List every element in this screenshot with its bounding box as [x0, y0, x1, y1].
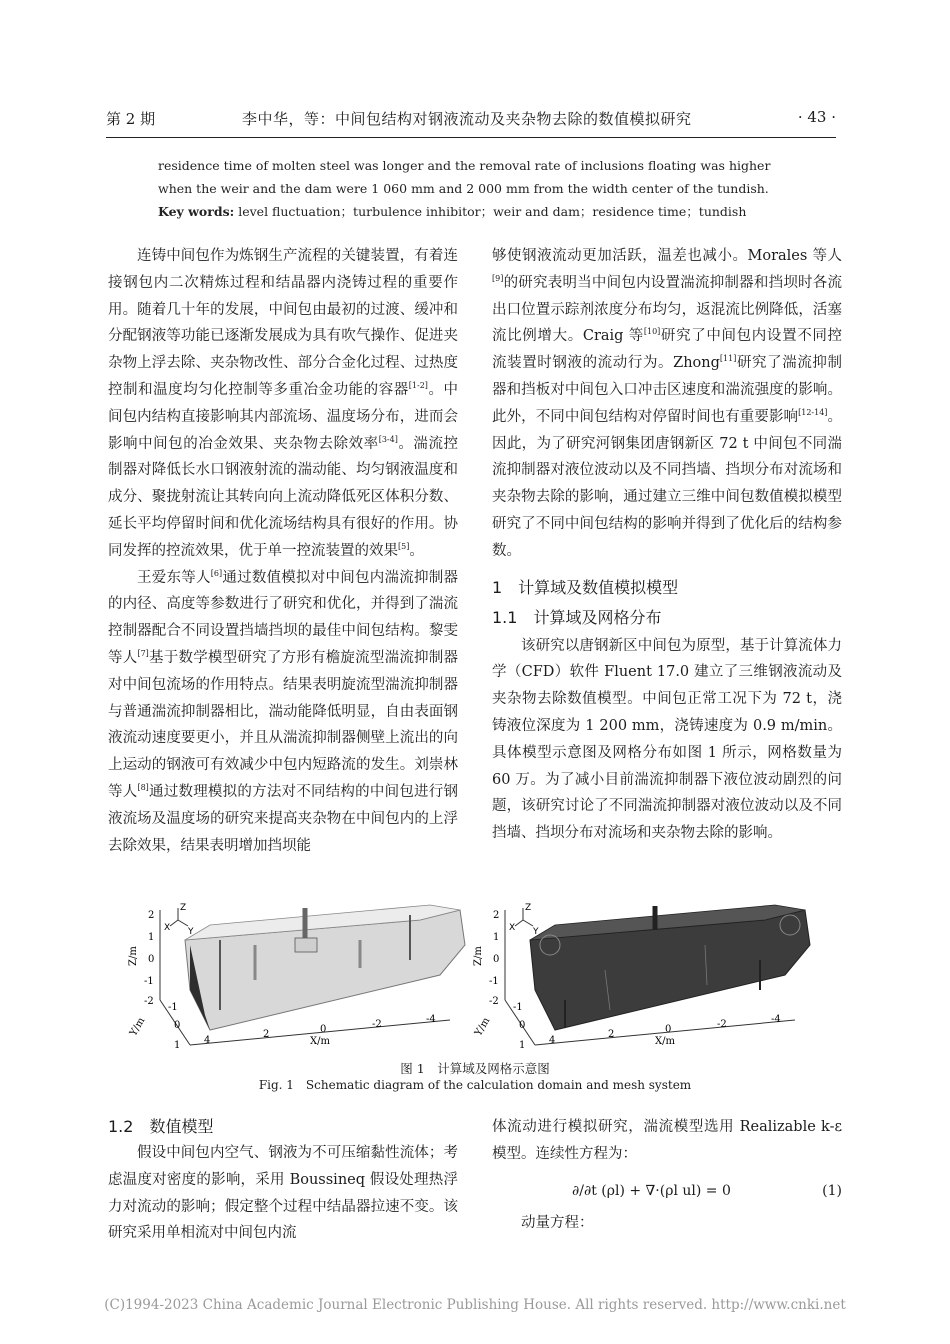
paragraph: 连铸中间包作为炼钢生产流程的关键装置，有着连接钢包内二次精炼过程和结晶器内浇铸过程的重要作用。随着几十年的发展，中间包由最初的过渡、缓冲和分配钢液等功能已逐渐发展成为具有吹气操作、促进夹杂物上浮去除、夹杂物改性、部分合金化过程、过热度控制和温度均匀化控制等多重冶金功能的容器[1-2]。中间包内结构直接影响其内部流场、温度场分布，进而会影响中间包的冶金效果、夹杂物去除效率[3-4]。湍流控制器对降低长水口钢液射流的湍动能、均匀钢液温度和成分、聚拢射流让其转向向上流动降低死区体积分数、延长平均停留时间和优化流场结构具有很好的作用。协同发挥的控流效果，优于单一控流装置的效果[5]。 [108, 248, 459, 559]
z-tick: 0 [148, 954, 155, 965]
subsection-heading: 1.1 计算域及网格分布 [492, 607, 662, 627]
figure-right-mesh [475, 900, 825, 1055]
right-column [492, 243, 842, 847]
citation: [11] [719, 354, 737, 364]
running-title: 李中华，等：中间包结构对钢液流动及夹杂物去除的数值模拟研究 [242, 110, 692, 128]
x-tick: -4 [771, 1014, 781, 1025]
header-rule [106, 137, 836, 138]
paragraph: 体流动进行模拟研究，湍流模型选用 Realizable k-ε 模型。连续性方程为： [492, 1119, 842, 1162]
running-header [106, 108, 836, 136]
domain-schematic [130, 900, 480, 1055]
citation: [10] [643, 327, 661, 337]
copyright-footer: (C)1994-2023 China Academic Journal Electronic Publishing House. All rights reserved. http://www.cnki.net [104, 1297, 846, 1313]
equation-1 [492, 1170, 842, 1210]
x-axis-label: X/m [655, 1036, 675, 1047]
citation: [8] [137, 783, 149, 793]
axis-x-letter: X [164, 923, 171, 933]
left-column [108, 243, 458, 859]
citation: [1-2] [408, 381, 428, 391]
x-tick: -4 [426, 1014, 436, 1025]
y-tick: 0 [174, 1020, 181, 1031]
z-tick: -1 [489, 976, 499, 987]
x-axis-label: X/m [310, 1036, 330, 1047]
figure-left-domain [130, 900, 480, 1055]
z-tick: 1 [493, 932, 500, 943]
x-tick: -2 [717, 1019, 727, 1030]
z-tick: 2 [493, 910, 500, 921]
paragraph: 够使钢液流动更加活跃，温差也减小。Morales 等人[9]的研究表明当中间包内设置湍流抑制器和挡坝时各流出口位置示踪剂浓度分布均匀，返混流比例降低，活塞流比例增大。Craig 等[10]研究了中间包内设置不同控流装置时钢液的流动行为。Zhong[11]研究了湍流抑制器和挡板对中间包入口冲击区速度和湍流强度的影响。此外，不同中间包结构对停留时间也有重要影响[12-14]。因此，为了研究河钢集团唐钢新区 72 t 中间包不同湍流抑制器对液位波动以及不同挡墙、挡坝分布对流场和夹杂物去除的影响，通过建立三维中间包数值模拟模型研究了不同中间包结构的影响并得到了优化后的结构参数。 [492, 248, 843, 559]
citation: [3-4] [378, 434, 398, 444]
x-tick: 4 [204, 1035, 211, 1046]
citation: [7] [137, 649, 149, 659]
paragraph: 王爱东等人[6]通过数值模拟对中间包内湍流抑制器的内径、高度等参数进行了研究和优化，并得到了湍流控制器配合不同设置挡墙挡坝的最佳中间包结构。黎雯等人[7]基于数学模型研究了方形有檐旋流型湍流抑制器对中间包流场的作用特点。结果表明旋流型湍流抑制器与普通湍流抑制器相比，湍动能降低明显，自由表面钢液流动速度要更小，并且从湍流抑制器侧壁上流出的向上运动的钢液可有效减少中包内短路流的发生。刘崇林等人[8]通过数理模拟的方法对不同结构的中间包进行钢液流场及温度场的研究来提高夹杂物在中间包内的上浮去除效果，结果表明增加挡坝能 [108, 568, 459, 854]
y-tick: 0 [519, 1020, 526, 1031]
subsection-heading: 1.2 数值模型 [108, 1117, 214, 1136]
z-tick: 0 [493, 954, 500, 965]
axis-z-letter: Z [180, 903, 187, 913]
issue-number: 第 2 期 [106, 110, 156, 128]
keywords [158, 200, 798, 223]
keywords-label: Key words: [158, 204, 235, 219]
citation: [6] [210, 568, 223, 578]
citation: [9] [492, 273, 504, 283]
equation-body: ∂/∂t (ρl) + ∇·(ρl ul) = 0 [572, 1182, 731, 1199]
lower-right-column [492, 1114, 842, 1236]
axis-y-letter: Y [533, 927, 539, 937]
mesh-schematic [475, 900, 825, 1055]
y-tick: -1 [168, 1002, 178, 1013]
axis-x-letter: X [509, 923, 516, 933]
lower-left-column [108, 1140, 458, 1247]
x-tick: 4 [549, 1035, 556, 1046]
x-tick: 0 [320, 1024, 327, 1035]
citation: [5] [398, 541, 410, 551]
z-tick: 1 [148, 932, 155, 943]
abstract-line: residence time of molten steel was longer and the removal rate of inclusions floating was higher [158, 158, 771, 173]
y-tick: -1 [513, 1002, 523, 1013]
z-tick: -2 [489, 996, 499, 1007]
abstract-line: when the weir and the dam were 1 060 mm and 2 000 mm from the width center of the tundish. [158, 181, 769, 196]
section-heading: 1 计算域及数值模拟模型 [492, 577, 679, 597]
z-tick: -1 [144, 976, 154, 987]
equation-number: (1) [822, 1182, 842, 1199]
z-axis-label: Z/m [473, 946, 484, 966]
z-axis-label: Z/m [128, 946, 139, 966]
figure-caption-en: Fig. 1 Schematic diagram of the calculation domain and mesh system [258, 1078, 692, 1092]
paragraph: 该研究以唐钢新区中间包为原型，基于计算流体力学（CFD）软件 Fluent 17.0 建立了三维钢液流动及夹杂物去除数值模型。中间包正常工况下为 72 t，浇铸液位深度为 1 200 mm，浇铸速度为 0.9 m/min。具体模型示意图及网格分布如图 1 所示，网格数量为 60 万。为了减小目前湍流抑制器下液位波动剧烈的问题，该研究讨论了不同湍流抑制器对液位波动以及不同挡墙、挡坝分布对流场和夹杂物去除的影响。 [492, 637, 842, 842]
axis-z-letter: Z [525, 903, 532, 913]
figure-caption-cn: 图 1 计算域及网格示意图 [400, 1061, 550, 1076]
z-tick: 2 [148, 910, 155, 921]
axis-y-letter: Y [188, 927, 194, 937]
y-axis-label: Y/m [473, 1015, 493, 1039]
x-tick: 2 [608, 1029, 615, 1040]
keywords-text: level fluctuation；turbulence inhibitor；weir and dam；residence time；tundish [238, 204, 747, 219]
citation: [12-14] [798, 407, 828, 417]
y-tick: 1 [174, 1040, 181, 1051]
z-tick: -2 [144, 996, 154, 1007]
page-number: · 43 · [797, 108, 836, 126]
x-tick: 2 [263, 1029, 270, 1040]
y-axis-label: Y/m [128, 1015, 148, 1039]
paragraph: 假设中间包内空气、钢液为不可压缩黏性流体；考虑温度对密度的影响，采用 Boussineq 假设处理热浮力对流动的影响；假定整个过程中结晶器拉速不变。该研究采用单相流对中间包内流 [108, 1145, 458, 1242]
x-tick: -2 [372, 1019, 382, 1030]
y-tick: 1 [519, 1040, 526, 1051]
paragraph: 动量方程： [521, 1214, 594, 1231]
english-abstract [158, 154, 798, 223]
x-tick: 0 [665, 1024, 672, 1035]
